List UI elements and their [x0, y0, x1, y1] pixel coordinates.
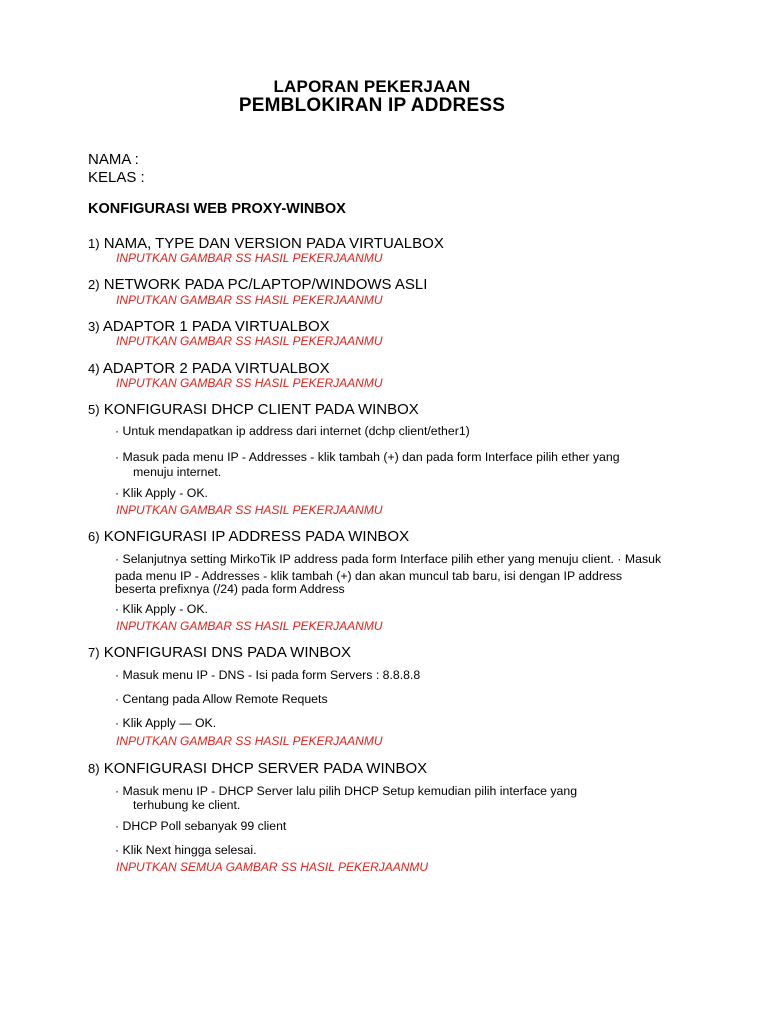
item-title — [88, 276, 427, 293]
report-subtitle: PEMBLOKIRAN IP ADDRESS — [238, 95, 506, 116]
instruction-bullet: · Masuk pada menu IP - Addresses - klik tambah (+) dan pada form Interface pilih ether yang — [115, 450, 620, 464]
section-heading: KONFIGURASI WEB PROXY-WINBOX — [88, 201, 346, 217]
item-number: 7) — [88, 645, 100, 660]
item-number: 3) — [88, 319, 100, 334]
item-label: NAMA, TYPE DAN VERSION PADA VIRTUALBOX — [103, 235, 444, 252]
screenshot-placeholder: INPUTKAN GAMBAR SS HASIL PEKERJAANMU — [116, 503, 383, 517]
item-title — [88, 360, 330, 377]
item-label: NETWORK PADA PC/LAPTOP/WINDOWS ASLI — [103, 276, 428, 293]
item-label: ADAPTOR 2 PADA VIRTUALBOX — [102, 360, 330, 377]
instruction-bullet: · Klik Apply - OK. — [115, 486, 208, 500]
item-label: KONFIGURASI IP ADDRESS PADA WINBOX — [103, 528, 410, 545]
instruction-bullet-continuation: pada menu IP - Addresses - klik tambah (+) dan akan muncul tab baru, isi dengan IP address — [115, 569, 623, 583]
item-label: KONFIGURASI DHCP CLIENT PADA WINBOX — [103, 401, 419, 418]
item-number: 5) — [88, 402, 100, 417]
screenshot-placeholder: INPUTKAN GAMBAR SS HASIL PEKERJAANMU — [116, 334, 383, 348]
item-number: 2) — [88, 277, 100, 292]
instruction-bullet: · Selanjutnya setting MirkoTik IP address pada form Interface pilih ether yang menuju client. · Masuk — [115, 552, 662, 566]
report-title: LAPORAN PEKERJAAN — [273, 77, 471, 96]
instruction-bullet: · Klik Next hingga selesai. — [115, 843, 257, 857]
instruction-bullet: · DHCP Poll sebanyak 99 client — [115, 819, 287, 833]
screenshot-placeholder: INPUTKAN GAMBAR SS HASIL PEKERJAANMU — [116, 293, 383, 307]
instruction-bullet: · Klik Apply - OK. — [115, 602, 208, 616]
instruction-bullet: · Masuk menu IP - DNS - Isi pada form Servers : 8.8.8.8 — [115, 668, 421, 682]
item-title — [88, 235, 444, 252]
screenshot-placeholder: INPUTKAN GAMBAR SS HASIL PEKERJAANMU — [116, 376, 383, 390]
item-title — [88, 318, 330, 335]
item-number: 8) — [88, 761, 100, 776]
item-label: ADAPTOR 1 PADA VIRTUALBOX — [102, 318, 330, 335]
instruction-bullet: · Masuk menu IP - DHCP Server lalu pilih DHCP Setup kemudian pilih interface yang — [115, 784, 578, 798]
item-title — [88, 528, 409, 545]
instruction-bullet: · Untuk mendapatkan ip address dari internet (dchp client/ether1) — [115, 424, 470, 438]
screenshot-placeholder: INPUTKAN GAMBAR SS HASIL PEKERJAANMU — [116, 734, 383, 748]
item-title — [88, 401, 419, 418]
item-label: KONFIGURASI DHCP SERVER PADA WINBOX — [103, 760, 428, 777]
item-number: 4) — [88, 361, 100, 376]
screenshot-placeholder: INPUTKAN GAMBAR SS HASIL PEKERJAANMU — [116, 251, 383, 265]
kelas-label: KELAS : — [88, 169, 145, 186]
instruction-bullet-continuation: terhubung ke client. — [133, 798, 241, 812]
item-title — [88, 760, 427, 777]
item-label: KONFIGURASI DNS PADA WINBOX — [103, 644, 351, 661]
item-number: 1) — [88, 236, 100, 251]
screenshot-placeholder: INPUTKAN GAMBAR SS HASIL PEKERJAANMU — [116, 619, 383, 633]
screenshot-placeholder-all: INPUTKAN SEMUA GAMBAR SS HASIL PEKERJAANMU — [116, 860, 429, 874]
nama-label: NAMA : — [88, 151, 139, 168]
instruction-bullet-continuation: beserta prefixnya (/24) pada form Address — [115, 582, 345, 596]
item-title — [88, 644, 351, 661]
item-number: 6) — [88, 529, 100, 544]
instruction-bullet: · Centang pada Allow Remote Requets — [115, 692, 328, 706]
instruction-bullet-continuation: menuju internet. — [133, 465, 222, 479]
instruction-bullet: · Klik Apply — OK. — [115, 716, 217, 730]
